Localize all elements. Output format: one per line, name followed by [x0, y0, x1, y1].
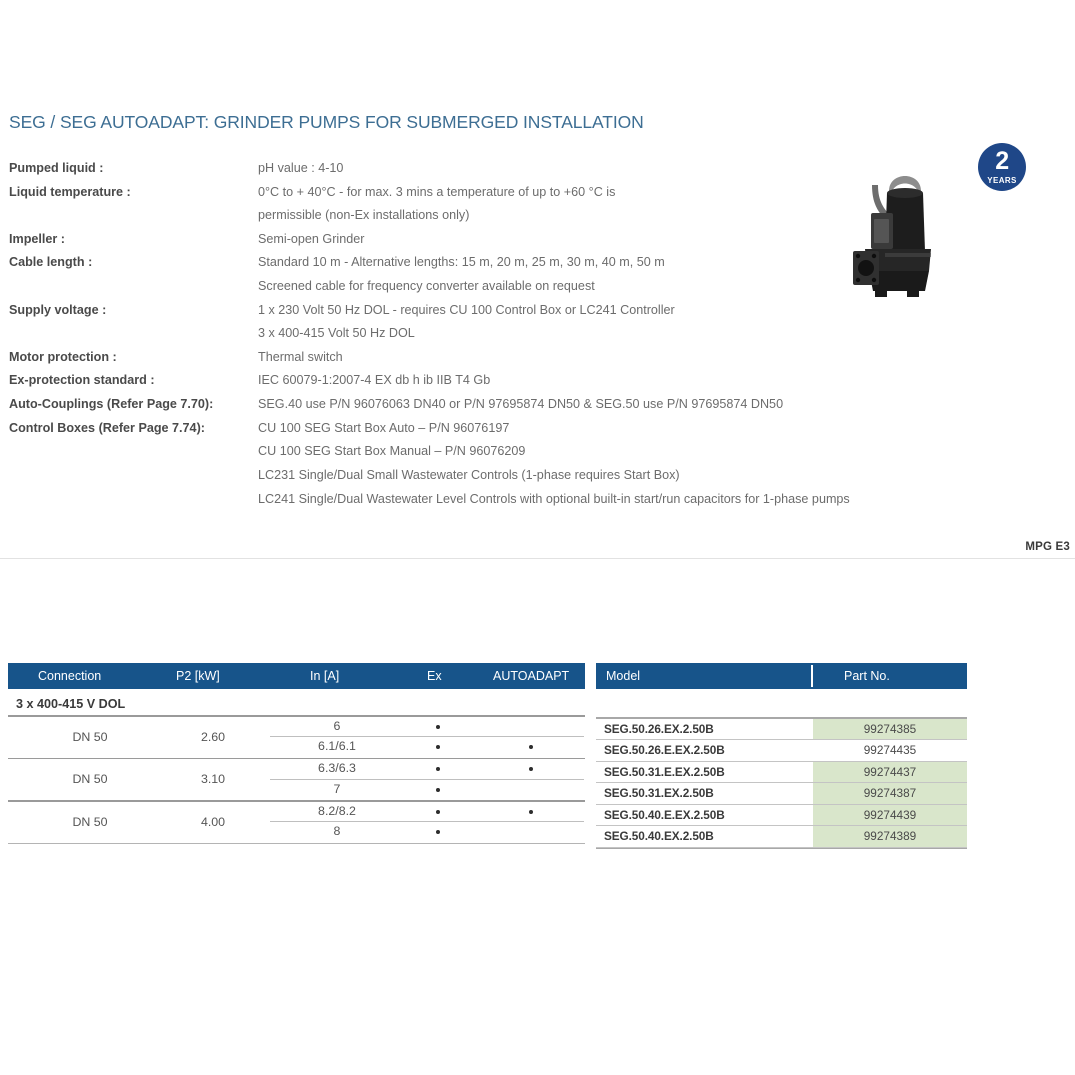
spec-value — [258, 396, 1009, 412]
table-row — [596, 719, 967, 741]
spec-value — [258, 372, 1009, 388]
ex-marker-dot — [436, 830, 440, 834]
spec-value-line: Standard 10 m - Alternative lengths: 15 m, 20 m, 25 m, 30 m, 40 m, 50 m — [258, 255, 665, 270]
autoadapt-marker-dot — [529, 745, 533, 749]
spec-value-line: LC231 Single/Dual Small Wastewater Controls (1-phase requires Start Box) — [258, 467, 680, 482]
cell-in-a: 7 — [333, 781, 341, 796]
spec-value — [258, 420, 1009, 507]
right-table-header — [596, 663, 967, 689]
cell-in-a: 6.3/6.3 — [318, 761, 356, 775]
cell-in-a: 8.2/8.2 — [318, 803, 356, 818]
spec-row — [9, 396, 1009, 412]
spec-label: Ex-protection standard : — [9, 373, 155, 388]
table-row — [8, 759, 585, 800]
cell-connection: DN 50 — [72, 814, 108, 829]
page-title: SEG / SEG AUTOADAPT: GRINDER PUMPS FOR SUBMERGED INSTALLATION — [9, 112, 644, 132]
voltage-group-label: 3 x 400-415 V DOL — [16, 697, 126, 711]
autoadapt-marker-dot — [529, 767, 533, 771]
ex-marker-dot — [436, 745, 440, 749]
table-subrow — [8, 759, 585, 780]
cell-model: SEG.50.26.EX.2.50B — [604, 721, 714, 736]
spec-value-line: 3 x 400-415 Volt 50 Hz DOL — [258, 326, 415, 341]
right-data-table — [596, 697, 967, 849]
cell-in-a: 6 — [333, 718, 341, 733]
spec-value-line: Screened cable for frequency converter available on request — [258, 279, 595, 294]
cell-in-a: 6.1/6.1 — [318, 739, 356, 753]
left-data-table — [8, 697, 585, 844]
spec-value-line: Semi-open Grinder — [258, 231, 365, 246]
table-subrow — [8, 802, 585, 823]
ex-marker-dot — [436, 767, 440, 771]
table-subrow — [8, 717, 585, 738]
spec-value-line: IEC 60079-1:2007-4 EX db h ib IIB T4 Gb — [258, 373, 491, 388]
spec-label: Liquid temperature : — [9, 184, 131, 199]
cell-connection: DN 50 — [72, 772, 108, 786]
spec-label: Motor protection : — [9, 349, 117, 364]
table-row — [596, 783, 967, 805]
ex-marker-dot — [436, 810, 440, 814]
table-row — [8, 802, 585, 843]
section-divider — [0, 558, 1075, 559]
spec-row — [9, 349, 1009, 365]
spec-label: Control Boxes (Refer Page 7.74): — [9, 420, 205, 435]
cell-part-no: 99274437 — [813, 762, 967, 783]
spec-value-line: 0°C to + 40°C - for max. 3 mins a temperature of up to +60 °C is — [258, 184, 616, 199]
cell-part-no: 99274435 — [863, 743, 917, 757]
spec-label: Supply voltage : — [9, 302, 107, 317]
spec-label: Cable length : — [9, 255, 93, 270]
spec-value-line: 1 x 230 Volt 50 Hz DOL - requires CU 100 Control Box or LC241 Controller — [258, 302, 675, 317]
table-row — [596, 805, 967, 827]
spec-value-line: CU 100 SEG Start Box Auto – P/N 96076197 — [258, 420, 510, 435]
ex-marker-dot — [436, 788, 440, 792]
spec-label: Pumped liquid : — [9, 161, 104, 175]
table-rule — [596, 848, 967, 850]
spec-value-line: pH value : 4-10 — [258, 161, 344, 175]
cell-model: SEG.50.40.E.EX.2.50B — [604, 807, 725, 822]
header-autoadapt: AUTOADAPT — [493, 669, 570, 683]
left-table-header — [8, 663, 585, 689]
cell-p2: 2.60 — [200, 729, 226, 744]
spec-value-line: LC241 Single/Dual Wastewater Level Controls with optional built-in start/run capacitors for 1-phase pumps — [258, 491, 850, 506]
header-p2: P2 [kW] — [176, 669, 220, 683]
ex-marker-dot — [436, 725, 440, 729]
spec-value — [258, 349, 1009, 365]
spec-value-line: permissible (non-Ex installations only) — [258, 208, 470, 223]
spec-value — [258, 302, 1009, 342]
cell-model: SEG.50.31.EX.2.50B — [604, 786, 714, 800]
header-model: Model — [606, 669, 641, 683]
spec-row — [9, 302, 1009, 342]
table-rule — [8, 843, 585, 845]
cell-model: SEG.50.26.E.EX.2.50B — [604, 743, 725, 757]
spec-label: Impeller : — [9, 231, 65, 246]
header-column-divider — [811, 665, 813, 687]
spec-row — [9, 420, 1009, 507]
warranty-badge-number: 2 — [995, 147, 1009, 175]
warranty-badge-unit: YEARS — [987, 176, 1017, 185]
header-connection: Connection — [38, 669, 102, 683]
table-subrow — [8, 737, 585, 758]
table-subrow — [8, 822, 585, 843]
table-row — [8, 717, 585, 758]
header-ex: Ex — [427, 669, 442, 683]
spec-value-line: CU 100 SEG Start Box Manual – P/N 96076209 — [258, 444, 526, 459]
autoadapt-marker-dot — [529, 810, 533, 814]
spec-label: Auto-Couplings (Refer Page 7.70): — [9, 397, 214, 412]
spec-row — [9, 372, 1009, 388]
cell-p2: 4.00 — [200, 814, 226, 829]
cell-p2: 3.10 — [200, 772, 226, 786]
pump-product-image — [845, 155, 945, 300]
table-row — [596, 762, 967, 784]
header-part-no: Part No. — [844, 669, 890, 683]
spec-value-line: SEG.40 use P/N 96076063 DN40 or P/N 97695874 DN50 & SEG.50 use P/N 97695874 DN50 — [258, 397, 784, 412]
cell-model: SEG.50.31.E.EX.2.50B — [604, 764, 725, 779]
mpg-code: MPG E3 — [1025, 541, 1070, 553]
cell-part-no: 99274389 — [813, 826, 967, 847]
spec-value-line: Thermal switch — [258, 349, 343, 364]
cell-connection: DN 50 — [72, 729, 108, 744]
cell-part-no: 99274439 — [813, 805, 967, 826]
header-in-a: In [A] — [310, 669, 340, 683]
cell-part-no: 99274387 — [813, 783, 967, 804]
table-row — [596, 826, 967, 848]
cell-model: SEG.50.40.EX.2.50B — [604, 829, 714, 843]
table-row — [596, 740, 967, 762]
cell-part-no: 99274385 — [813, 719, 967, 740]
table-subrow — [8, 780, 585, 801]
warranty-badge — [978, 143, 1026, 191]
cell-in-a: 8 — [333, 824, 341, 838]
